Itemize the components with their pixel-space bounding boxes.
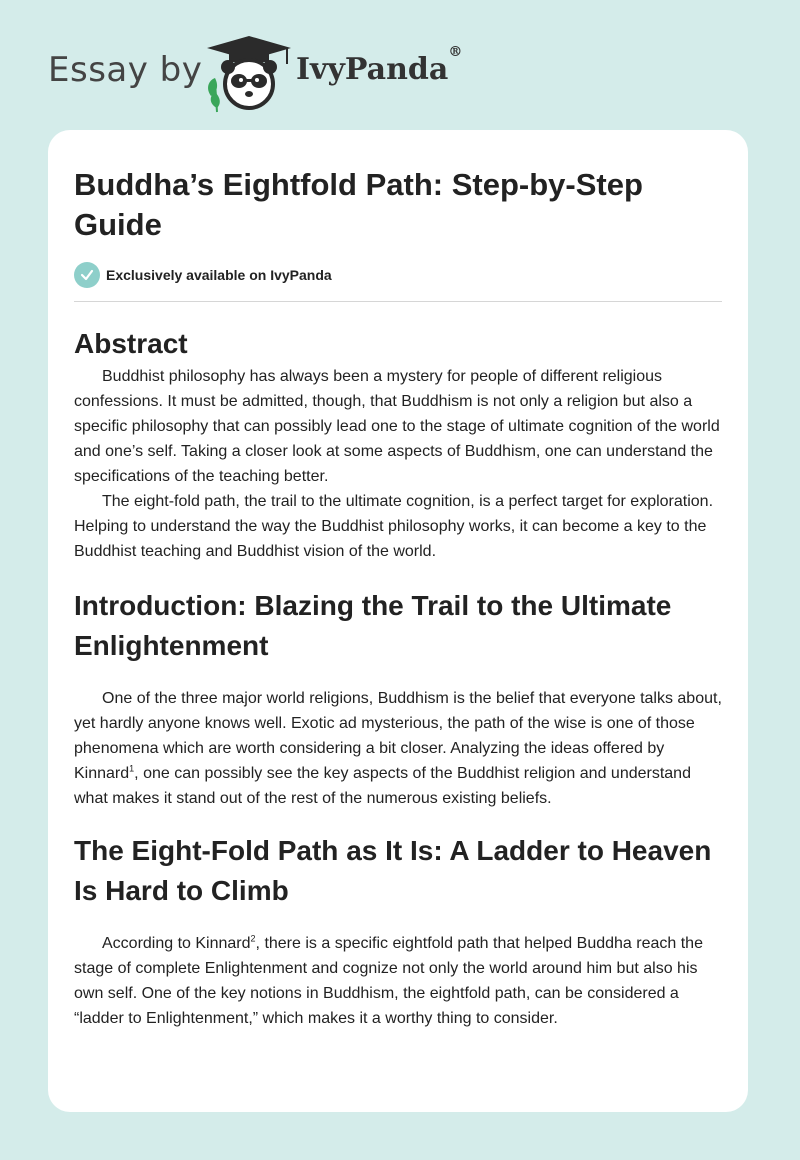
brand-name[interactable]: IvyPanda® <box>296 44 463 87</box>
page-title: Buddha’s Eightfold Path: Step-by-Step Guide <box>74 167 643 242</box>
essay-by-label: Essay by <box>48 50 203 90</box>
eightfold-path-paragraph: According to Kinnard$^2$, there is a specific eightfold path that helped Buddha reach the stage of complete Enlightenment and cognize not only the world around him but also his own self. One of the key notions in Buddhism, the eightfold path, can be considered a “ladder to Enlightenment,” which makes it a worthy thing to consider. <box>74 933 703 1027</box>
site-header <box>48 30 748 110</box>
exclusive-label: Exclusively available on IvyPanda <box>106 267 332 283</box>
panda-logo-icon[interactable] <box>203 34 295 114</box>
introduction-paragraph: One of the three major world religions, Buddhism is the belief that everyone talks about, yet hardly anyone knows well. Exotic ad mysterious, the path of the wise is one of those phenomena which are worth considering a bit closer. Analyzing the ideas offered by Kinnard$^1$, one can possibly see the key aspects of the Buddhist religion and understand what makes it stand out of the rest of the numerous existing beliefs. <box>74 690 722 807</box>
abstract-paragraph-2: The eight-fold path, the trail to the ultimate cognition, is a perfect target for exploration. Helping to understand the way the Buddhist philosophy works, it can become a key to the Buddhist teaching and Buddhist vision of the world. <box>74 493 714 560</box>
footnote-ref[interactable]: 1 <box>129 763 135 774</box>
abstract-heading: Abstract <box>74 328 188 359</box>
exclusive-badge <box>74 261 722 289</box>
registered-mark: ® <box>448 44 463 60</box>
divider <box>74 301 722 302</box>
footnote-ref[interactable]: 2 <box>250 933 256 944</box>
checkmark-icon <box>74 262 100 288</box>
eightfold-path-heading: The Eight-Fold Path as It Is: A Ladder to Heaven Is Hard to Climb <box>74 835 712 906</box>
introduction-heading: Introduction: Blazing the Trail to the Ultimate Enlightenment <box>74 590 672 661</box>
abstract-paragraph-1: Buddhist philosophy has always been a mystery for people of different religious confessions. It must be admitted, though, that Buddhism is not only a religion but also a specific philosophy that can possibly lead one to the stage of ultimate cognition of the world and one’s self. Taking a closer look at some aspects of Buddhism, one can understand the specifications of the teaching better. <box>74 368 720 485</box>
essay-card <box>48 130 748 1112</box>
